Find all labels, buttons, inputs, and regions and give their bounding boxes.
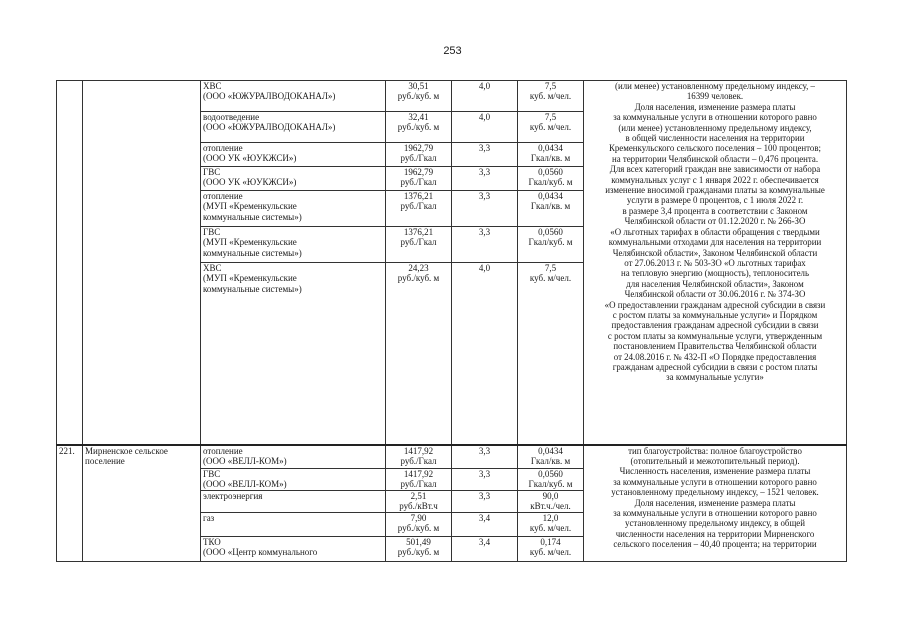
service-provider bbox=[201, 167, 386, 191]
population-info-line: услуги в размере 0 процентов, с 1 июля 2022 г. bbox=[626, 195, 804, 206]
consumption-norm bbox=[518, 513, 584, 537]
settlement-name-line: поселение bbox=[85, 455, 125, 466]
tariff-price-line: руб./куб. м bbox=[397, 273, 440, 284]
population-info-line: постановлением Правительства Челябинской области bbox=[613, 341, 817, 352]
service-provider bbox=[201, 143, 386, 167]
consumption-norm-line: 0,0560 bbox=[538, 469, 563, 479]
index-percent-line: 3,3 bbox=[478, 167, 491, 177]
service-provider-line: отопление bbox=[203, 143, 243, 153]
tariff-price-line: руб./Гкал bbox=[400, 177, 437, 188]
row-number-line: 221. bbox=[59, 445, 75, 456]
consumption-norm-line: 0,0560 bbox=[538, 227, 563, 237]
service-provider bbox=[201, 491, 386, 513]
consumption-norm-line: куб. м/чел. bbox=[529, 122, 572, 133]
index-percent-line: 4,0 bbox=[478, 263, 491, 273]
index-percent-line: 3,4 bbox=[478, 537, 491, 547]
consumption-norm bbox=[518, 81, 584, 112]
population-info-line: Для всех категорий граждан вне зависимости от набора bbox=[609, 164, 821, 175]
consumption-norm-line: кВт.ч./чел. bbox=[530, 501, 571, 512]
service-provider bbox=[201, 263, 386, 445]
population-info-line: на территории Челябинской области – 0,476 процента. bbox=[611, 153, 819, 164]
population-info-line: установленному предельному индексу, в общей bbox=[625, 518, 805, 529]
service-provider-line: газ bbox=[203, 513, 215, 523]
index-percent bbox=[452, 112, 518, 143]
tariff-price-line: 32,41 bbox=[408, 112, 429, 122]
consumption-norm-line: 7,5 bbox=[544, 263, 557, 273]
tariff-price-line: 501,49 bbox=[406, 537, 431, 547]
index-percent bbox=[452, 143, 518, 167]
index-percent bbox=[452, 537, 518, 562]
tariff-price bbox=[386, 143, 452, 167]
service-provider-line: коммунальные системы») bbox=[203, 283, 302, 294]
population-info-line: Доля населения, изменение размера платы bbox=[634, 497, 796, 508]
consumption-norm-line: куб. м/чел. bbox=[529, 547, 572, 558]
consumption-norm-line: 90,0 bbox=[542, 491, 559, 501]
consumption-norm-line: куб. м/чел. bbox=[529, 91, 572, 102]
index-percent bbox=[452, 491, 518, 513]
consumption-norm bbox=[518, 263, 584, 445]
consumption-norm-line: 0,0434 bbox=[538, 143, 563, 153]
tariff-price-line: руб./Гкал bbox=[400, 153, 437, 164]
consumption-norm-line: Гкал/куб. м bbox=[528, 237, 573, 248]
consumption-norm bbox=[518, 227, 584, 263]
population-info-line: Челябинской области от 30.06.2016 г. № 374-ЗО bbox=[624, 289, 806, 300]
table-row bbox=[57, 445, 847, 469]
population-info-line: численности населения на территории Мирненского bbox=[615, 528, 815, 539]
consumption-norm-line: 0,0434 bbox=[538, 191, 563, 201]
population-info-line: на тепловую энергию (мощность), теплоноситель bbox=[620, 268, 810, 279]
service-provider-line: коммунальные системы») bbox=[203, 247, 302, 258]
tariff-price-line: руб./Гкал bbox=[400, 455, 437, 466]
index-percent-line: 4,0 bbox=[478, 112, 491, 122]
consumption-norm bbox=[518, 167, 584, 191]
index-percent bbox=[452, 167, 518, 191]
service-provider-line: (МУП «Кременкульские bbox=[203, 201, 297, 212]
population-info-line: (отопительный и межотопительный период). bbox=[630, 455, 800, 466]
consumption-norm bbox=[518, 491, 584, 513]
tariff-price bbox=[386, 537, 452, 562]
tariff-price bbox=[386, 227, 452, 263]
service-provider-line: ГВС bbox=[203, 469, 221, 479]
service-provider bbox=[201, 112, 386, 143]
population-info bbox=[584, 81, 847, 445]
index-percent bbox=[452, 445, 518, 469]
index-percent bbox=[452, 191, 518, 227]
table-row bbox=[57, 81, 847, 112]
tariff-price-line: руб./куб. м bbox=[397, 523, 440, 534]
tariff-price bbox=[386, 191, 452, 227]
service-provider bbox=[201, 445, 386, 469]
population-info-line: 16399 человек. bbox=[686, 91, 744, 102]
index-percent bbox=[452, 81, 518, 112]
tariff-price-line: руб./Гкал bbox=[400, 237, 437, 248]
population-info-line: для населения Челябинской области», Законом bbox=[626, 278, 804, 289]
population-info-line: тип благоустройства: полное благоустройство bbox=[628, 445, 802, 456]
service-provider-line: (МУП «Кременкульские bbox=[203, 237, 297, 248]
consumption-norm bbox=[518, 143, 584, 167]
population-info-line: коммунальных услуг с 1 января 2022 г. обеспечивается bbox=[611, 174, 819, 185]
tariff-price bbox=[386, 112, 452, 143]
consumption-norm-line: куб. м/чел. bbox=[529, 273, 572, 284]
tariff-price-line: 24,23 bbox=[408, 263, 429, 273]
population-info-line: за коммунальные услуги в отношении которого равно bbox=[613, 112, 817, 123]
service-provider-line: (ООО «Центр коммунального bbox=[203, 547, 318, 558]
consumption-norm-line: 12,0 bbox=[542, 513, 559, 523]
consumption-norm-line: 0,0434 bbox=[538, 445, 563, 456]
service-provider-line: электроэнергия bbox=[203, 491, 263, 501]
index-percent-line: 4,0 bbox=[478, 81, 491, 91]
population-info-line: в общей численности населения на территории bbox=[625, 133, 805, 144]
population-info-line: установленному предельному индексу, – 1521 человек. bbox=[611, 487, 819, 498]
population-info-line: гражданам адресной субсидии в связи с ростом платы bbox=[612, 361, 818, 372]
service-provider-line: отопление bbox=[203, 445, 243, 456]
consumption-norm-line: Гкал/куб. м bbox=[528, 479, 573, 490]
row-number bbox=[57, 445, 83, 562]
index-percent-line: 3,3 bbox=[478, 491, 491, 501]
population-info-line: изменение вносимой гражданами платы за коммунальные bbox=[605, 185, 825, 196]
population-info-line: Кременкульского сельского поселения – 100 процентов; bbox=[608, 143, 822, 154]
service-provider-line: отопление bbox=[203, 191, 243, 201]
consumption-norm-line: Гкал/куб. м bbox=[528, 177, 573, 188]
service-provider-line: ГВС bbox=[203, 167, 221, 177]
consumption-norm-line: 0,174 bbox=[540, 537, 561, 547]
population-info-line: Челябинской области от 01.12.2020 г. № 266-ЗО bbox=[624, 216, 806, 227]
population-info-line: за коммунальные услуги в отношении которого равно bbox=[613, 507, 817, 518]
tariff-price-line: руб./Гкал bbox=[400, 201, 437, 212]
population-info-line: от 27.06.2013 г. № 503-ЗО «О льготных тарифах bbox=[624, 257, 806, 268]
tariff-price-line: 1376,21 bbox=[403, 191, 434, 201]
index-percent-line: 3,3 bbox=[478, 469, 491, 479]
index-percent bbox=[452, 227, 518, 263]
service-provider bbox=[201, 191, 386, 227]
service-provider-line: (ООО «ЮЖУРАЛВОДОКАНАЛ») bbox=[203, 91, 336, 102]
service-provider-line: коммунальные системы») bbox=[203, 211, 302, 222]
service-provider bbox=[201, 469, 386, 491]
settlement-name-line: Мирненское сельское bbox=[85, 445, 168, 456]
population-info-line: с ростом платы за коммунальные услуги» и Порядком bbox=[612, 309, 818, 320]
tariff-price-line: 2,51 bbox=[410, 491, 427, 501]
consumption-norm-line: Гкал/кв. м bbox=[530, 153, 571, 164]
population-info-line: (или менее) установленному предельному индексу, bbox=[618, 122, 812, 133]
tariff-price-line: руб./кВт.ч bbox=[399, 501, 438, 512]
consumption-norm bbox=[518, 112, 584, 143]
service-provider bbox=[201, 513, 386, 537]
tariff-price-line: руб./куб. м bbox=[397, 122, 440, 133]
tariff-price-line: 1376,21 bbox=[403, 227, 434, 237]
service-provider bbox=[201, 81, 386, 112]
service-provider-line: водоотведение bbox=[203, 112, 260, 122]
index-percent-line: 3,4 bbox=[478, 513, 491, 523]
index-percent bbox=[452, 469, 518, 491]
population-info-line: от 24.08.2016 г. № 432-П «О Порядке предоставления bbox=[613, 351, 817, 362]
tariff-price bbox=[386, 491, 452, 513]
service-provider bbox=[201, 227, 386, 263]
service-provider-line: ГВС bbox=[203, 227, 221, 237]
service-provider-line: (ООО «ЮЖУРАЛВОДОКАНАЛ») bbox=[203, 122, 336, 133]
tariff-price-line: 30,51 bbox=[408, 81, 429, 91]
settlement-name bbox=[83, 81, 201, 445]
service-provider-line: ТКО bbox=[203, 537, 221, 547]
tariff-price bbox=[386, 513, 452, 537]
population-info-line: (или менее) установленному предельному индексу, – bbox=[615, 81, 815, 91]
service-provider-line: ХВС bbox=[203, 263, 222, 273]
consumption-norm-line: куб. м/чел. bbox=[529, 523, 572, 534]
population-info-line: «О предоставлении гражданам адресной субсидии в связи bbox=[604, 299, 826, 310]
index-percent-line: 3,3 bbox=[478, 143, 491, 153]
tariff-price bbox=[386, 263, 452, 445]
population-info-line: в размере 3,4 процента в соответствии с Законом bbox=[622, 205, 808, 216]
index-percent-line: 3,3 bbox=[478, 191, 491, 201]
tariff-table bbox=[56, 80, 847, 562]
tariff-price-line: руб./куб. м bbox=[397, 91, 440, 102]
index-percent bbox=[452, 263, 518, 445]
population-info-line: «О льготных тарифах в области обращения с твердыми bbox=[610, 226, 820, 237]
index-percent-line: 3,3 bbox=[478, 227, 491, 237]
population-info bbox=[584, 445, 847, 562]
consumption-norm-line: Гкал/кв. м bbox=[530, 455, 571, 466]
index-percent-line: 3,3 bbox=[478, 445, 491, 456]
service-provider-line: ХВС bbox=[203, 81, 222, 91]
tariff-price bbox=[386, 469, 452, 491]
consumption-norm-line: 7,5 bbox=[544, 112, 557, 122]
population-info-line: Численность населения, изменение размера платы bbox=[619, 466, 811, 477]
population-info-line: предоставления гражданам адресной субсидии в связи bbox=[611, 320, 819, 331]
tariff-price-line: 7,90 bbox=[410, 513, 427, 523]
tariff-price-line: 1962,79 bbox=[403, 167, 434, 177]
service-provider-line: (ООО УК «ЮУКЖСИ») bbox=[203, 153, 297, 164]
population-info-line: за коммунальные услуги» bbox=[666, 372, 764, 383]
tariff-price-line: руб./куб. м bbox=[397, 547, 440, 558]
service-provider-line: (ООО «ВЕЛЛ-КОМ») bbox=[203, 455, 287, 466]
consumption-norm bbox=[518, 469, 584, 491]
service-provider-line: (ООО УК «ЮУКЖСИ») bbox=[203, 177, 297, 188]
service-provider bbox=[201, 537, 386, 562]
population-info-line: Доля населения, изменение размера платы bbox=[634, 101, 796, 112]
consumption-norm bbox=[518, 191, 584, 227]
consumption-norm-line: Гкал/кв. м bbox=[530, 201, 571, 212]
consumption-norm bbox=[518, 445, 584, 469]
page-number: 253 bbox=[443, 45, 462, 57]
population-info-line: коммунальными отходами для населения на территории bbox=[608, 237, 822, 248]
consumption-norm-line: 7,5 bbox=[544, 81, 557, 91]
settlement-name bbox=[83, 445, 201, 562]
tariff-price bbox=[386, 445, 452, 469]
population-info-line: сельского поселения – 40,40 процента; на территории bbox=[613, 539, 817, 550]
row-number bbox=[57, 81, 83, 445]
tariff-price-line: 1417,92 bbox=[403, 469, 434, 479]
consumption-norm bbox=[518, 537, 584, 562]
consumption-norm-line: 0,0560 bbox=[538, 167, 563, 177]
tariff-price-line: 1417,92 bbox=[403, 445, 434, 456]
index-percent bbox=[452, 513, 518, 537]
population-info-line: с ростом платы за коммунальные услуги, утвержденным bbox=[607, 330, 823, 341]
tariff-price bbox=[386, 81, 452, 112]
service-provider-line: (МУП «Кременкульские bbox=[203, 273, 297, 284]
tariff-price-line: руб./Гкал bbox=[400, 479, 437, 490]
service-provider-line: (ООО «ВЕЛЛ-КОМ») bbox=[203, 479, 287, 490]
population-info-line: Челябинской области», Законом Челябинской области bbox=[612, 247, 818, 258]
population-info-line: за коммунальные услуги в отношении которого равно bbox=[613, 476, 817, 487]
tariff-price bbox=[386, 167, 452, 191]
tariff-price-line: 1962,79 bbox=[403, 143, 434, 153]
